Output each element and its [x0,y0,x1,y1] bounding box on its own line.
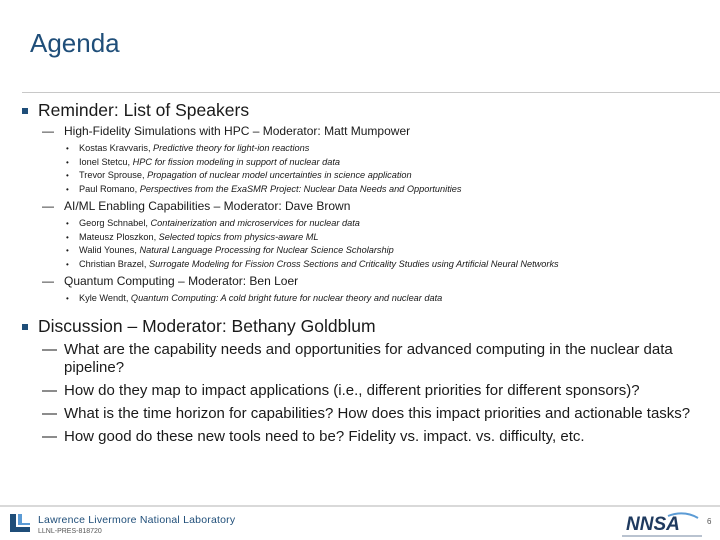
talk-item: • Kyle Wendt, Quantum Computing: A cold bright future for nuclear theory and nuclear data [20,292,710,306]
talk-item: • Christian Brazel, Surrogate Modeling for Fission Cross Sections and Criticality Studies using Artificial Neural Networks [20,258,710,272]
footer-divider [0,505,720,507]
dot-bullet-icon: • [66,144,69,153]
slide-title: Agenda [30,28,120,58]
reminder-bullet [20,100,710,121]
talk-item: • Paul Romano, Perspectives from the ExaSMR Project: Nuclear Data Needs and Opportunities [20,183,710,197]
dot-bullet-icon: • [66,246,69,255]
dash-bullet-icon: — [42,381,57,399]
llnl-logo-icon [8,512,32,534]
dash-bullet-icon: — [42,404,57,422]
nnsa-logo-text: NNSA [626,514,680,535]
lab-name: Lawrence Livermore National Laboratory [38,514,236,526]
reminder-label: Reminder: List of Speakers [38,100,250,120]
talk-item: • Ionel Stetcu, HPC for fission modeling in support of nuclear data [20,156,710,170]
discussion-question: — What are the capability needs and opportunities for advanced computing in the nuclear data pipeline? [42,340,673,376]
discussion-label: Discussion – Moderator: Bethany Goldblum [38,315,376,336]
talk-item: • Georg Schnabel, Containerization and microservices for nuclear data [20,217,710,231]
square-bullet-icon [22,324,28,330]
talk-item: • Kostas Kravvaris, Predictive theory for light-ion reactions [20,142,710,156]
talk-item: • Walid Younes, Natural Language Processing for Nuclear Science Scholarship [20,244,710,258]
document-id: LLNL-PRES-818720 [38,528,102,535]
discussion-bullet [20,316,710,337]
title-divider [22,92,720,93]
dot-bullet-icon: • [66,294,69,303]
square-bullet-icon [22,108,28,114]
dot-bullet-icon: • [66,157,69,167]
dot-bullet-icon: • [66,232,69,242]
slide-footer [0,505,720,540]
nnsa-tagline-line [622,535,702,537]
slide-content [20,100,710,446]
discussion-question: — How good do these new tools need to be? Fidelity vs. impact. vs. difficulty, etc. [42,427,585,445]
talk-item: • Trevor Sprouse, Propagation of nuclear model uncertainties in science application [20,169,710,183]
talk-item: • Mateusz Ploszkon, Selected topics from physics-aware ML [20,231,710,245]
dot-bullet-icon: • [66,184,69,194]
dot-bullet-icon: • [66,171,69,180]
dash-bullet-icon: — [42,274,54,288]
page-number: 6 [707,517,712,526]
session-heading: — Quantum Computing – Moderator: Ben Loer [42,274,299,288]
session-heading: — High-Fidelity Simulations with HPC – Moderator: Matt Mumpower [42,124,411,138]
dash-bullet-icon: — [42,340,57,358]
discussion-question: — How do they map to impact applications (i.e., different priorities for different sponsors)? [42,381,640,399]
dash-bullet-icon: — [42,199,54,213]
session-heading: — AI/ML Enabling Capabilities – Moderator: Dave Brown [42,199,351,213]
nnsa-logo-icon [624,510,700,536]
dot-bullet-icon: • [66,219,69,228]
discussion-question: — What is the time horizon for capabilities? How does this impact priorities and actionable tasks? [42,404,691,422]
dash-bullet-icon: — [42,427,57,445]
dot-bullet-icon: • [66,259,69,269]
dash-bullet-icon: — [42,124,54,138]
